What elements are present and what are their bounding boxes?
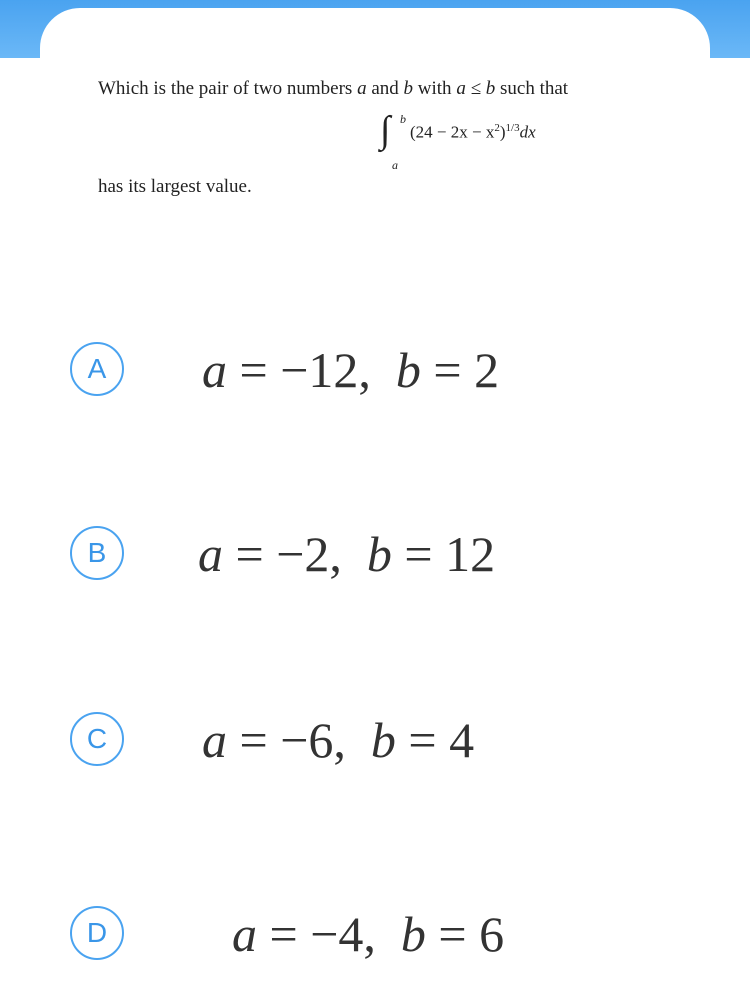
integral-expression <box>98 106 658 176</box>
integrand: $(24 - 2x - x^2)^{1/3}dx$ <box>410 122 536 142</box>
option-c-badge[interactable]: C <box>70 712 124 766</box>
integral-upper-limit: b <box>400 112 406 126</box>
option-d-badge[interactable]: D <box>70 906 124 960</box>
option-b[interactable] <box>70 526 670 586</box>
question-line-2: has its largest value. <box>98 176 252 197</box>
option-c-text[interactable]: a = −6, b = 4 <box>202 712 475 768</box>
question-text <box>98 78 658 198</box>
option-d-text[interactable]: a = −4, b = 6 <box>232 906 505 962</box>
option-b-text[interactable]: a = −2, b = 12 <box>198 526 496 582</box>
option-a[interactable] <box>70 342 670 402</box>
option-d[interactable] <box>70 906 670 966</box>
option-c[interactable] <box>70 712 670 772</box>
option-a-badge[interactable]: A <box>70 342 124 396</box>
integral-sign: ∫ <box>380 109 391 151</box>
option-b-badge[interactable]: B <box>70 526 124 580</box>
option-a-text[interactable]: a = −12, b = 2 <box>202 342 500 398</box>
integral-lower-limit: a <box>392 158 398 172</box>
question-line-1: Which is the pair of two numbers a and b with a ≤ b such that <box>98 78 569 99</box>
